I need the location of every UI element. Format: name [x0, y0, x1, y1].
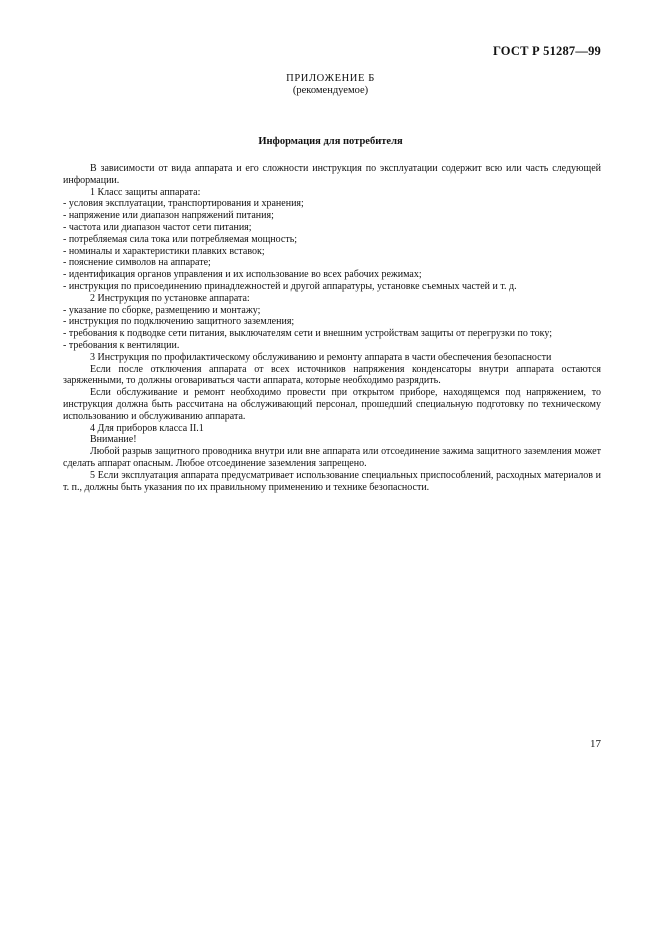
paragraph: 3 Инструкция по профилактическому обслуживанию и ремонту аппарата в части обеспечения безопасности [90, 351, 552, 363]
list-item: - идентификация органов управления и их использование во всех рабочих режимах; [63, 269, 422, 281]
paragraph: Внимание! [90, 434, 137, 446]
list-item: - номиналы и характеристики плавких вставок; [63, 245, 265, 257]
list-item: - условия эксплуатации, транспортирования и хранения; [63, 198, 304, 210]
paragraph: Если обслуживание и ремонт необходимо провести при открытом приборе, находящемся под напряжением, то инструкция должна быть рассчитана на обслуживающий персонал, прошедший специальную подготовку по техническому использованию и обслуживанию аппарата. [63, 387, 601, 422]
list-item: - частота или диапазон частот сети питания; [63, 221, 252, 233]
paragraph: 4 Для приборов класса II.1 [90, 422, 204, 434]
list-item: - требования к подводке сети питания, выключателям сети и внешним устройствам защиты от перегрузки по току; [63, 328, 553, 340]
list-item: - требования к вентиляции. [63, 339, 180, 351]
list-item: - пояснение символов на аппарате; [63, 257, 211, 269]
list-item: - напряжение или диапазон напряжений питания; [63, 210, 274, 222]
standard-code: ГОСТ Р 51287—99 [492, 44, 601, 58]
section-title: Информация для потребителя [258, 136, 403, 147]
appendix-title: ПРИЛОЖЕНИЕ Б [286, 73, 375, 84]
paragraph: 2 Инструкция по установке аппарата: [90, 292, 250, 304]
appendix-subtitle: (рекомендуемое) [292, 85, 369, 96]
paragraph: 1 Класс защиты аппарата: [90, 186, 201, 198]
paragraph: 5 Если эксплуатация аппарата предусматривает использование специальных приспособлений, расходных материалов и т. п., должны быть указания по их правильному применению и технике безопасности. [63, 469, 601, 493]
paragraph: В зависимости от вида аппарата и его сложности инструкция по эксплуатации содержит всю или часть следующей информации. [63, 163, 601, 186]
list-item: - инструкция по подключению защитного заземления; [63, 316, 295, 328]
list-item: - указание по сборке, размещению и монтажу; [63, 304, 261, 316]
page-number: 17 [590, 738, 601, 750]
paragraph: Любой разрыв защитного проводника внутри или вне аппарата или отсоединение зажима защитного заземления может сделать аппарат опасным. Любое отсоединение заземления запрещено. [63, 446, 601, 469]
list-item: - инструкция по присоединению принадлежностей и другой аппаратуры, установке съемных частей и т. д. [63, 280, 517, 292]
document-body [63, 163, 601, 493]
paragraph: Если после отключения аппарата от всех источников напряжения конденсаторы внутри аппарата остаются заряженными, то должны оговариваться части аппарата, которые необходимо разрядить. [63, 363, 601, 387]
list-item: - потребляемая сила тока или потребляемая мощность; [63, 233, 298, 245]
appendix-heading [0, 73, 661, 97]
